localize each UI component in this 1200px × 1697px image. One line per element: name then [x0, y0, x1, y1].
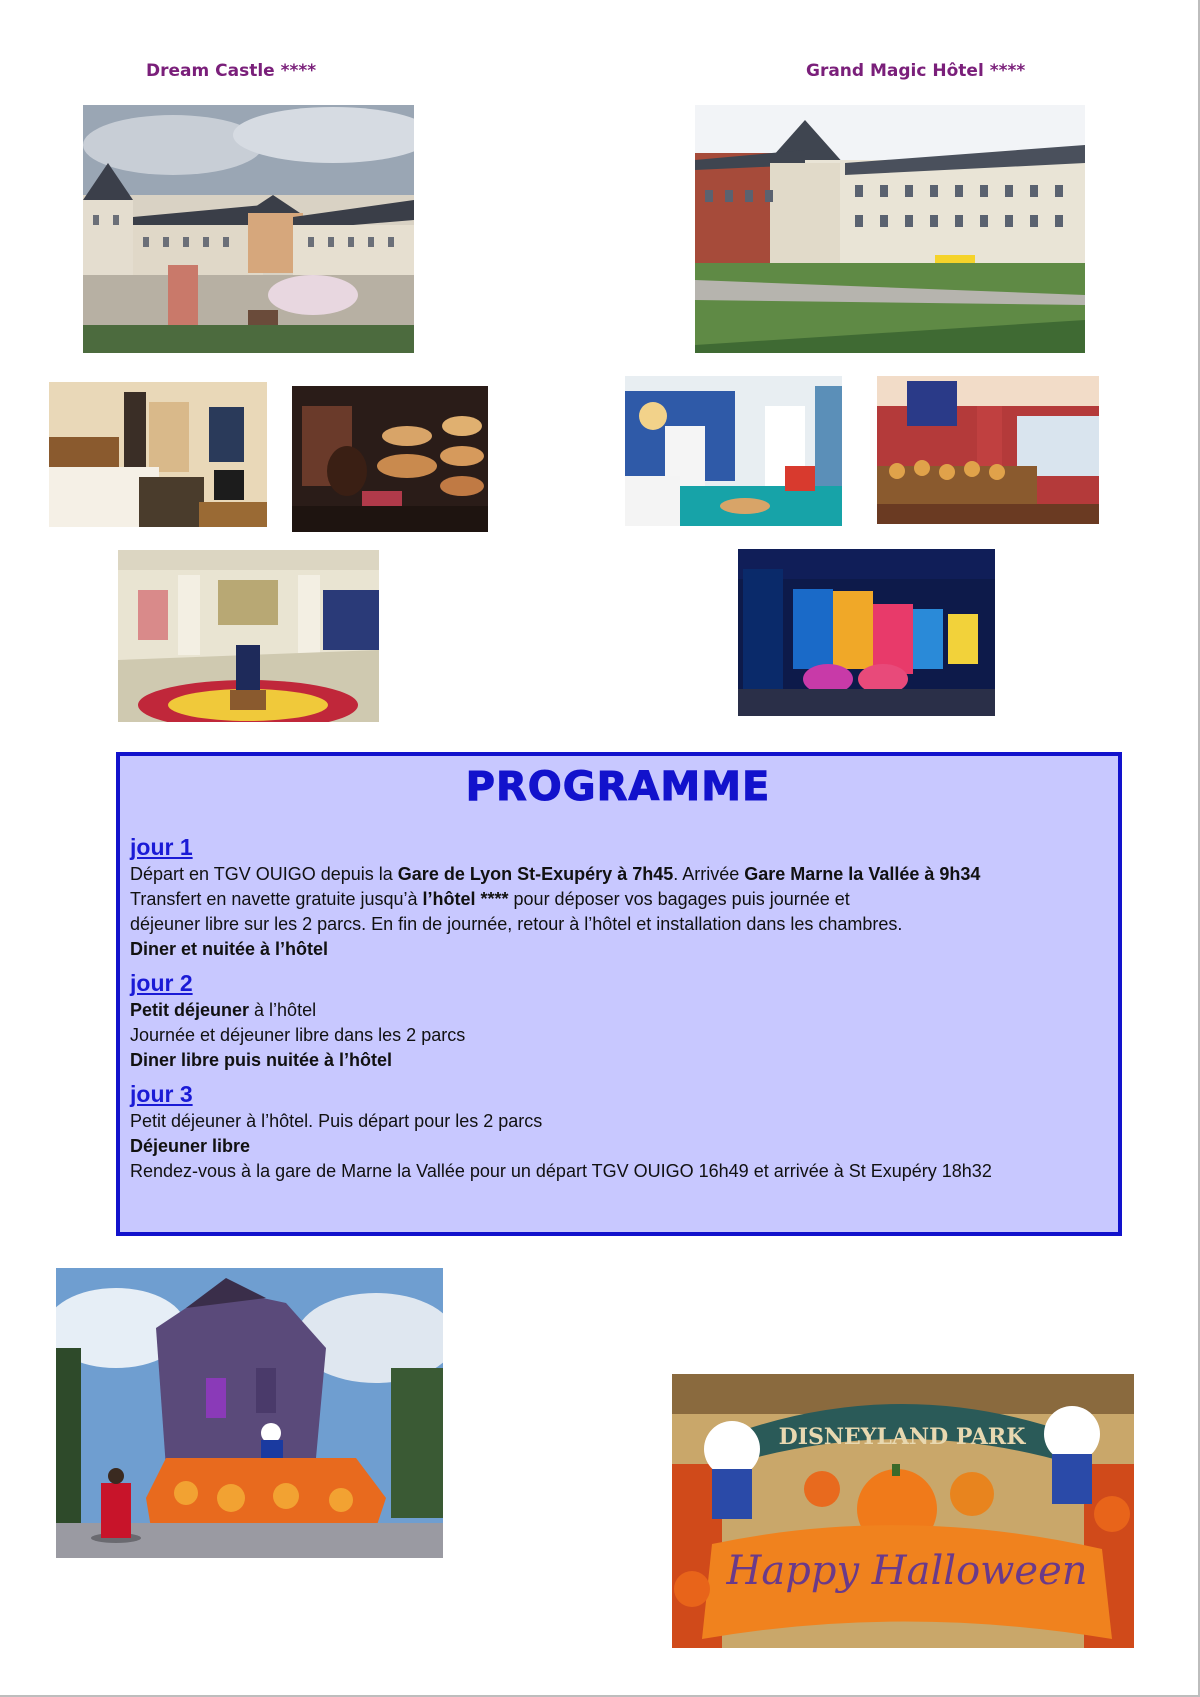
day-2-line-1 — [130, 998, 1106, 1023]
day-1-line-3: déjeuner libre sur les 2 parcs. En fin de journée, retour à l’hôtel et installation dans les chambres. — [130, 914, 903, 934]
programme-box — [116, 752, 1122, 1236]
day-1-text: Départ en TGV OUIGO depuis la — [130, 864, 398, 884]
day-1-text: . Arrivée — [673, 864, 745, 884]
day-2-heading: jour 2 — [130, 970, 193, 996]
day-3-line-2 — [130, 1134, 1106, 1159]
halloween-parade-photo — [56, 1268, 443, 1558]
day-1-text: pour déposer vos bagages puis journée et — [508, 889, 850, 909]
disneyland-park-sign: DISNEYLAND PARK — [778, 1424, 1026, 1450]
day-1-line-4 — [130, 937, 1106, 962]
arrival-station: Gare Marne la Vallée à 9h34 — [744, 864, 981, 884]
day-2-line-3 — [130, 1048, 1106, 1073]
day-3-line-1: Petit déjeuner à l’hôtel. Puis départ pour les 2 parcs — [130, 1111, 543, 1131]
day-3-lunch: Déjeuner libre — [130, 1136, 251, 1156]
dream-castle-buffet-photo — [292, 386, 488, 532]
dream-castle-lobby-photo — [118, 550, 379, 722]
day-1-text: Transfert en navette gratuite jusqu’à — [130, 889, 423, 909]
day-2-dinner: Diner libre puis nuitée à l’hôtel — [130, 1050, 393, 1070]
dream-castle-room-photo — [49, 382, 267, 527]
dream-castle-title: Dream Castle **** — [146, 61, 317, 81]
happy-halloween-banner-text: Happy Halloween — [726, 1548, 1088, 1594]
day-2-text: à l’hôtel — [249, 1000, 317, 1020]
grand-magic-arcade-photo — [738, 549, 995, 716]
day-2-line-2: Journée et déjeuner libre dans les 2 parcs — [130, 1025, 466, 1045]
happy-halloween-photo — [672, 1374, 1134, 1648]
programme-title: PROGRAMME — [465, 764, 771, 810]
day-3-heading: jour 3 — [130, 1081, 193, 1107]
dream-castle-exterior-photo — [83, 105, 414, 353]
breakfast-label: Petit déjeuner — [130, 1000, 250, 1020]
day-3-line-3: Rendez-vous à la gare de Marne la Vallée pour un départ TGV OUIGO 16h49 et arrivée à St Exupéry 18h32 — [130, 1161, 992, 1181]
grand-magic-buffet-photo — [877, 376, 1099, 524]
departure-station: Gare de Lyon St-Exupéry à 7h45 — [397, 864, 674, 884]
grand-magic-room-photo — [625, 376, 842, 526]
grand-magic-exterior-photo — [695, 105, 1085, 353]
day-1-line-1 — [130, 862, 1106, 887]
grand-magic-hotel-title: Grand Magic Hôtel **** — [806, 61, 1026, 81]
day-1-dinner: Diner et nuitée à l’hôtel — [130, 939, 329, 959]
hotel-mention: l’hôtel **** — [422, 889, 509, 909]
day-1-heading: jour 1 — [130, 834, 193, 860]
day-1-line-2 — [130, 887, 1106, 912]
